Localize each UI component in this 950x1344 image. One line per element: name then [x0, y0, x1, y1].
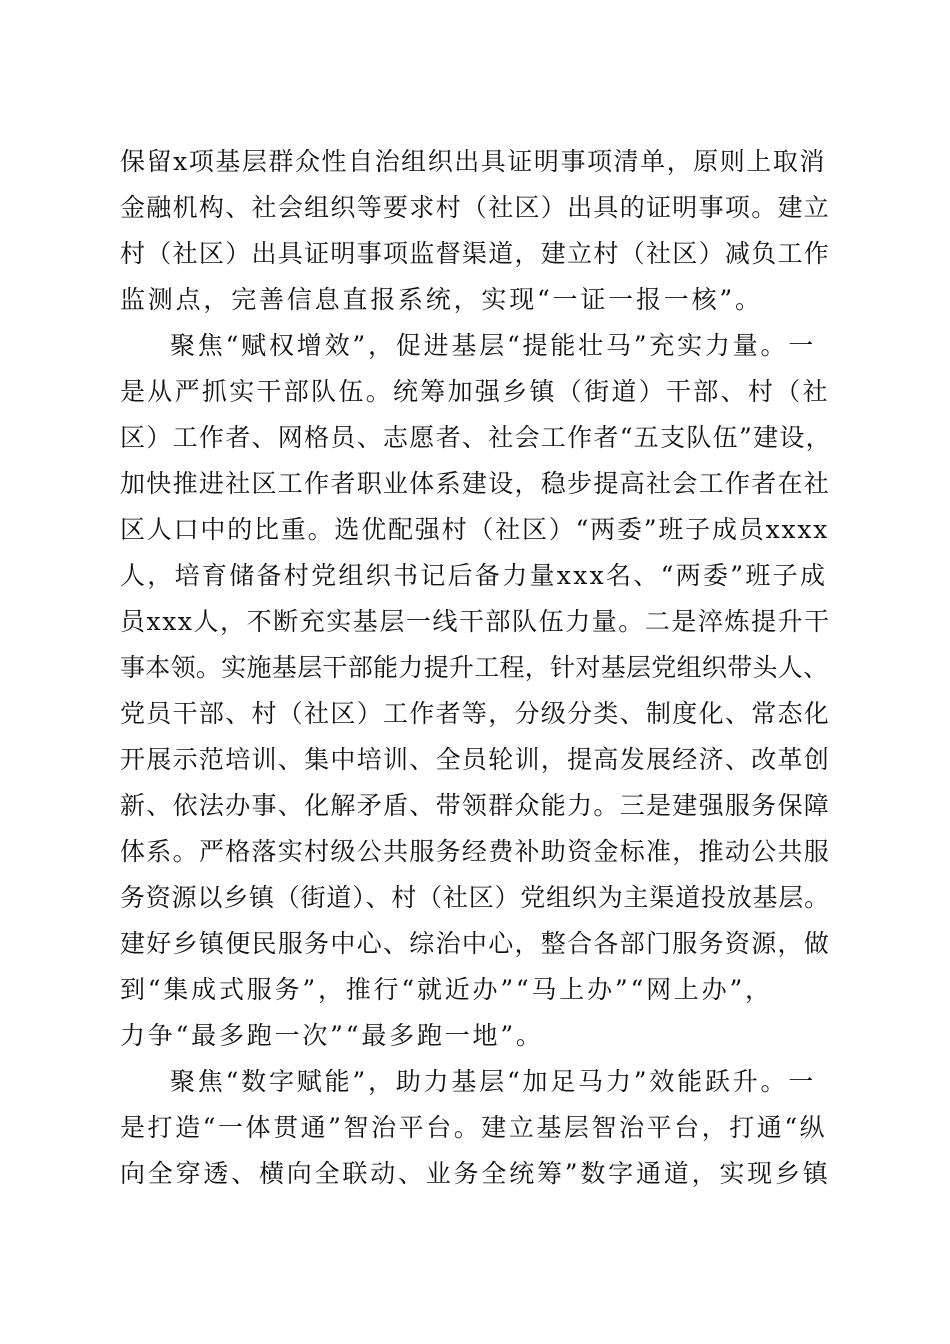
- text-line: 力争“最多跑一次”“最多跑一地”。: [120, 1021, 544, 1050]
- text-line: 聚焦“数字赋能”，助力基层“加足马力”效能跃升。一: [170, 1067, 817, 1096]
- document-body: [120, 139, 832, 1197]
- text-line: 到“集成式服务”，推行“就近办”“马上办”“网上办”，: [120, 975, 773, 1004]
- text-line: 金融机构、社会组织等要求村（社区）出具的证明事项。建立: [120, 193, 831, 222]
- text-line: 开展示范培训、集中培训、全员轮训，提高发展经济、改革创: [120, 745, 831, 774]
- text-line: 加快推进社区工作者职业体系建设，稳步提高社会工作者在社: [120, 469, 831, 498]
- text-line: 区人口中的比重。选优配强村（社区）“两委”班子成员xxxx: [120, 515, 830, 544]
- paragraph: [120, 1059, 832, 1197]
- text-line: 新、依法办事、化解矛盾、带领群众能力。三是建强服务保障: [120, 791, 831, 820]
- text-line: 区）工作者、网格员、志愿者、社会工作者“五支队伍”建设，: [120, 423, 832, 452]
- text-line: 人，培育储备村党组织书记后备力量xxx名、“两委”班子成: [120, 561, 828, 590]
- text-line: 保留x项基层群众性自治组织出具证明事项清单，原则上取消: [120, 147, 826, 176]
- text-line: 是从严抓实干部队伍。统筹加强乡镇（街道）干部、村（社: [120, 377, 830, 406]
- paragraph: [120, 323, 832, 1059]
- text-line: 是打造“一体贯通”智治平台。建立基层智治平台，打通“纵: [120, 1113, 828, 1142]
- text-line: 建好乡镇便民服务中心、综治中心，整合各部门服务资源，做: [120, 929, 831, 958]
- text-line: 党员干部、村（社区）工作者等，分级分类、制度化、常态化: [120, 699, 831, 728]
- text-line: 务资源以乡镇（街道）、村（社区）党组织为主渠道投放基层。: [120, 883, 830, 912]
- text-line: 事本领。实施基层干部能力提升工程，针对基层党组织带头人、: [120, 653, 829, 682]
- text-line: 监测点，完善信息直报系统，实现“一证一报一核”。: [120, 285, 763, 314]
- text-line: 员xxx人，不断充实基层一线干部队伍力量。二是淬炼提升干: [120, 607, 831, 636]
- text-line: 聚焦“赋权增效”，促进基层“提能壮马”充实力量。一: [170, 331, 817, 360]
- text-line: 村（社区）出具证明事项监督渠道，建立村（社区）减负工作: [120, 239, 831, 268]
- text-line: 体系。严格落实村级公共服务经费补助资金标准，推动公共服: [120, 837, 831, 866]
- text-line: 向全穿透、横向全联动、业务全统筹”数字通道，实现乡镇: [120, 1159, 831, 1188]
- paragraph: [120, 139, 832, 323]
